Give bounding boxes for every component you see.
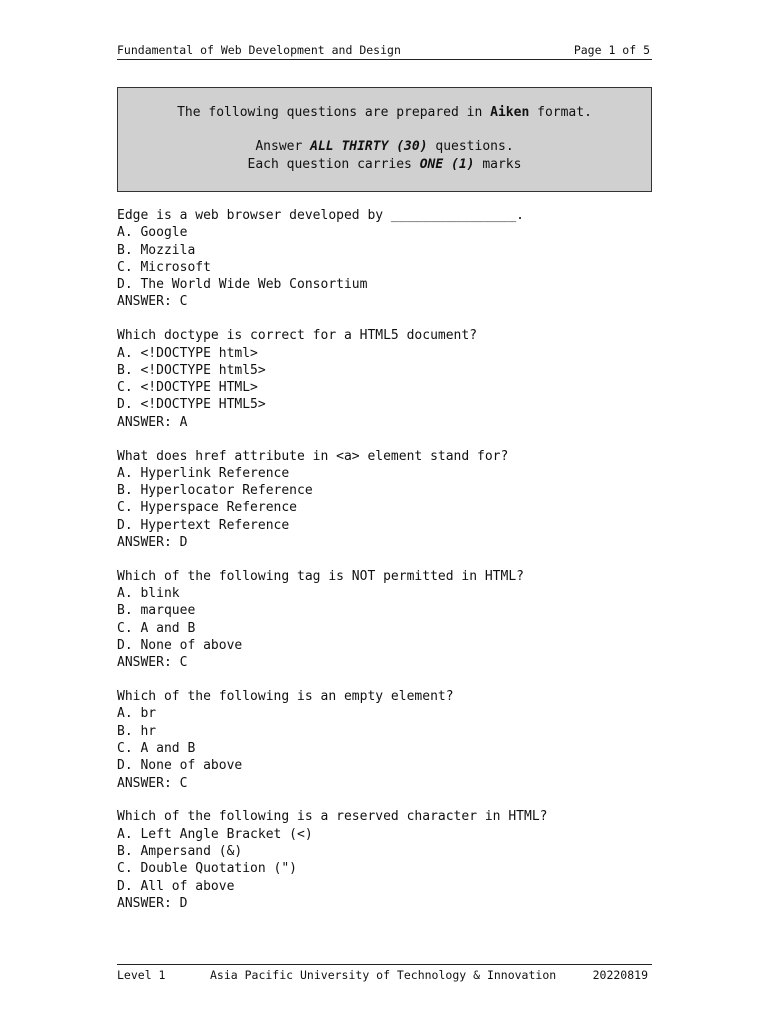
option-b: B. Ampersand (&) [117,844,243,859]
question-list [117,207,657,929]
instructions-box [117,87,652,192]
document-code: 20220819 [592,968,648,982]
marks-count: ONE (1) [419,157,475,172]
option-d: D. None of above [117,758,243,774]
question-item [117,207,657,311]
question-item [117,568,657,672]
option-c: C. <!DOCTYPE HTML> [117,380,258,396]
option-b: B. marquee [117,603,196,619]
question-text: What does href attribute in <a> element stand for? [117,448,509,464]
answer-key: ANSWER: D [117,535,188,551]
question-item [117,688,657,792]
format-note: The following questions are prepared in Aiken format. [177,105,592,120]
question-text: Which of the following tag is NOT permitted in HTML? [117,568,524,584]
level-label: Level 1 [117,968,166,982]
page-header [117,43,652,60]
question-text: Which of the following is a reserved character in HTML? [117,809,548,825]
option-c: C. A and B [117,620,196,636]
question-text: Edge is a web browser developed by ________________. [117,208,524,223]
option-d: D. All of above [117,878,235,894]
option-a: A. Left Angle Bracket (<) [117,826,313,842]
option-d: D. Hypertext Reference [117,517,290,533]
answer-count-note: Answer ALL THIRTY (30) questions. [255,139,514,154]
answer-key: ANSWER: C [117,655,188,671]
option-a: A. br [117,706,157,722]
option-c: C. A and B [117,741,196,757]
page-footer [117,964,652,985]
university-name: Asia Pacific University of Technology & Innovation [210,968,557,982]
option-a: A. blink [117,586,180,602]
question-item [117,808,657,912]
option-d: D. None of above [117,638,243,654]
question-text: Which of the following is an empty element? [117,689,454,705]
answer-key: ANSWER: C [117,775,188,791]
option-c: C. Hyperspace Reference [117,500,298,516]
answer-key: ANSWER: A [117,414,188,430]
question-item [117,448,657,552]
option-d: D. <!DOCTYPE HTML5> [117,397,266,413]
option-a: A. Hyperlink Reference [117,465,290,481]
option-b: B. Mozzila [117,242,196,258]
option-a: A. <!DOCTYPE html> [117,345,258,361]
question-text: Which doctype is correct for a HTML5 document? [117,328,478,344]
format-name: Aiken [490,105,530,120]
page-number: Page 1 of 5 [573,43,650,57]
course-title: Fundamental of Web Development and Design [117,43,401,57]
option-b: B. <!DOCTYPE html5> [117,362,266,378]
answer-count: ALL THIRTY (30) [310,139,428,154]
option-d: D. The World Wide Web Consortium [117,277,368,293]
option-a: A. Google [117,225,188,241]
option-b: B. hr [117,723,157,739]
marks-note: Each question carries ONE (1) marks [247,157,522,172]
answer-key: ANSWER: D [117,895,188,911]
answer-key: ANSWER: C [117,294,188,310]
option-b: B. Hyperlocator Reference [117,483,313,499]
question-item [117,327,657,431]
option-c: C. Microsoft [117,259,211,275]
option-c: C. Double Quotation (") [117,861,298,877]
